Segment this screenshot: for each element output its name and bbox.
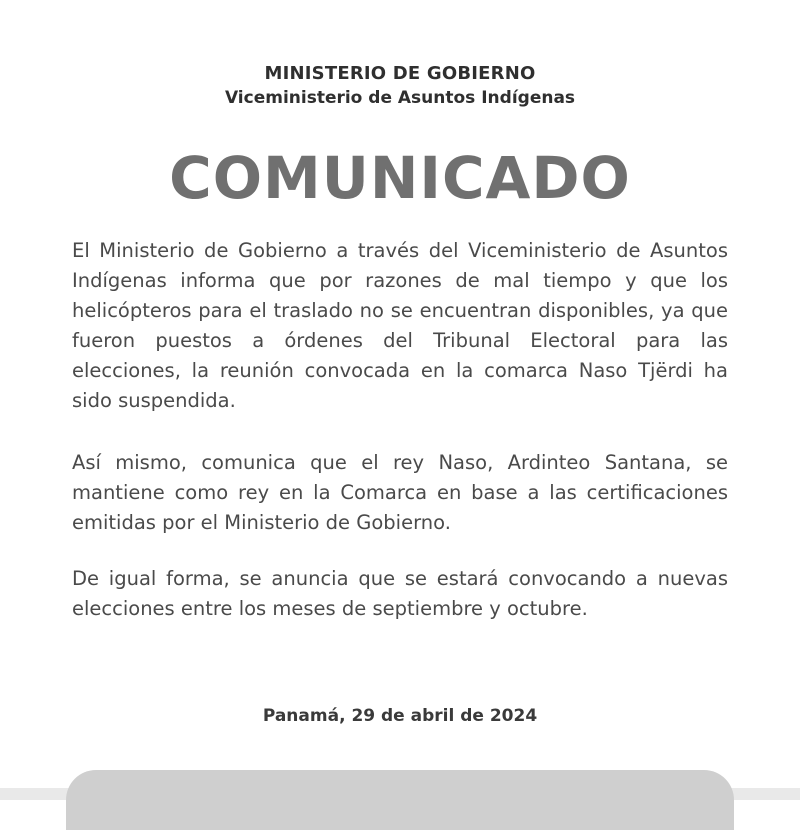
paragraph-2: Así mismo, comunica que el rey Naso, Ardinteo Santana, se mantiene como rey en la Comarca en base a las certificaciones emitidas por el Ministerio de Gobierno. [72,451,728,534]
ministry-name: MINISTERIO DE GOBIERNO [264,63,536,84]
footer-decoration [66,770,734,830]
paragraph-3: De igual forma, se anuncia que se estará convocando a nuevas elecciones entre los meses de septiembre y octubre. [72,567,728,620]
document-title: COMUNICADO [169,144,631,212]
paragraph-1: El Ministerio de Gobierno a través del Viceministerio de Asuntos Indígenas informa que por razones de mal tiempo y que los helicópteros para el traslado no se encuentran disponibles, ya que fueron puestos a órdenes del Tribunal Electoral para las elecciones, la reunión convocada en la comarca Naso Tjërdi ha sido suspendida. [72,239,728,412]
letterhead [0,62,800,110]
vice-ministry-name: Viceministerio de Asuntos Indígenas [224,88,576,108]
date-line: Panamá, 29 de abril de 2024 [262,706,538,726]
